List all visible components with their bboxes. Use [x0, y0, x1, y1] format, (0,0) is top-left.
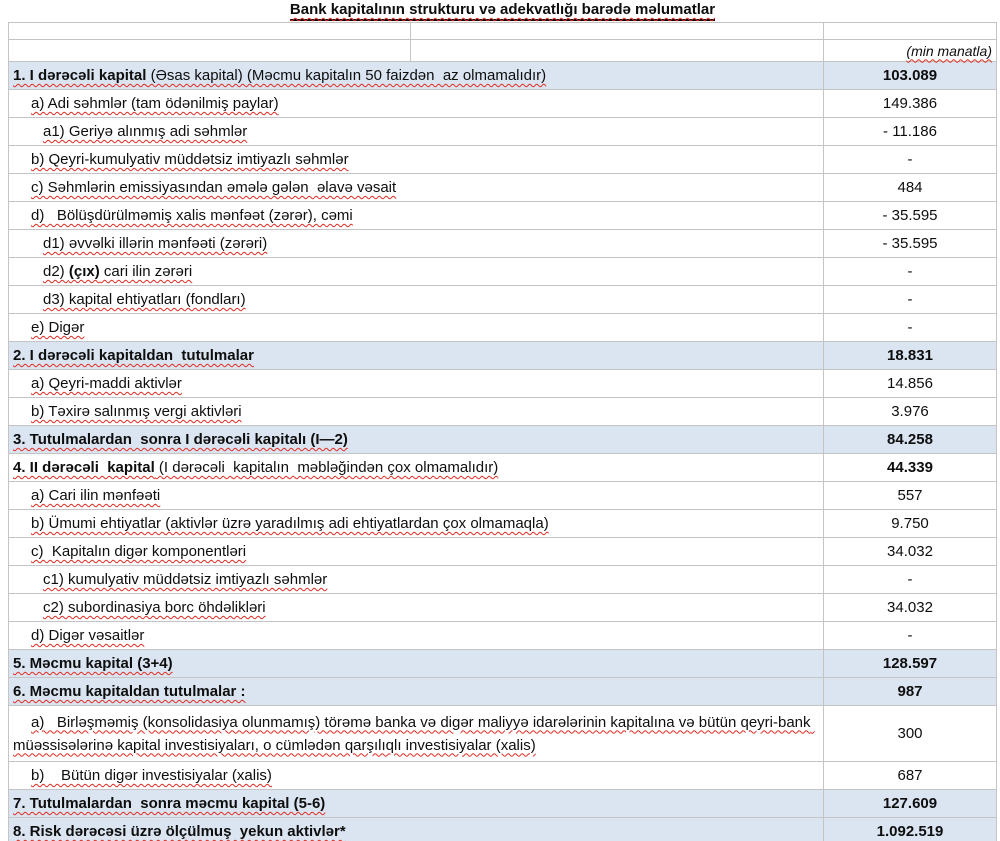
- table-row: [8, 90, 997, 118]
- unit-row-empty-cell-2: [410, 40, 823, 61]
- row-value: 149.386: [823, 90, 997, 117]
- row-label: 5. Məcmu kapital (3+4): [8, 650, 823, 677]
- table-row: [8, 706, 997, 762]
- header-empty-cell-1: [8, 23, 410, 39]
- row-value: 987: [823, 678, 997, 705]
- table-row: [8, 398, 997, 426]
- table-row: [8, 230, 997, 258]
- row-value: 14.856: [823, 370, 997, 397]
- row-value: 34.032: [823, 594, 997, 621]
- row-label: c1) kumulyativ müddətsiz imtiyazlı səhmlər: [8, 566, 823, 593]
- table-row: [8, 566, 997, 594]
- unit-note-cell: [823, 40, 997, 61]
- table-row: [8, 538, 997, 566]
- table-row: [8, 370, 997, 398]
- table-row: [8, 818, 997, 841]
- table-row: [8, 482, 997, 510]
- row-label: d2) (çıx) cari ilin zərəri: [8, 258, 823, 285]
- row-value: 127.609: [823, 790, 997, 817]
- row-value: 128.597: [823, 650, 997, 677]
- row-value: - 35.595: [823, 202, 997, 229]
- table-row: [8, 342, 997, 370]
- row-value: 1.092.519: [823, 818, 997, 841]
- row-label: 2. I dərəcəli kapitaldan tutulmalar: [8, 342, 823, 369]
- row-label: a) Qeyri-maddi aktivlər: [8, 370, 823, 397]
- row-label: 7. Tutulmalardan sonra məcmu kapital (5-6): [8, 790, 823, 817]
- row-label: b) Ümumi ehtiyatlar (aktivlər üzrə yaradılmış adi ehtiyatlardan çox olmamaqla): [8, 510, 823, 537]
- row-value: - 11.186: [823, 118, 997, 145]
- row-value: -: [823, 146, 997, 173]
- row-label: d) Bölüşdürülməmiş xalis mənfəət (zərər), cəmi: [8, 202, 823, 229]
- row-label: c) Kapitalın digər komponentləri: [8, 538, 823, 565]
- capital-structure-table: [8, 0, 997, 841]
- row-label: a) Adi səhmlər (tam ödənilmiş paylar): [8, 90, 823, 117]
- row-label: d3) kapital ehtiyatları (fondları): [8, 286, 823, 313]
- table-row: [8, 314, 997, 342]
- row-value: - 35.595: [823, 230, 997, 257]
- table-row: [8, 146, 997, 174]
- row-value: 103.089: [823, 62, 997, 89]
- table-row: [8, 62, 997, 90]
- row-label: b) Qeyri-kumulyativ müddətsiz imtiyazlı səhmlər: [8, 146, 823, 173]
- row-label: e) Digər: [8, 314, 823, 341]
- table-row: [8, 594, 997, 622]
- row-label: b) Bütün digər investisiyalar (xalis): [8, 762, 823, 789]
- row-value: 34.032: [823, 538, 997, 565]
- unit-row-empty-cell-1: [8, 40, 410, 61]
- table-row: [8, 118, 997, 146]
- unit-row: [8, 40, 997, 62]
- table-row: [8, 202, 997, 230]
- row-label: a) Cari ilin mənfəəti: [8, 482, 823, 509]
- capital-table-body: [8, 62, 997, 841]
- row-value: 300: [823, 706, 997, 761]
- row-label: 4. II dərəcəli kapital (I dərəcəli kapitalın məbləğindən çox olmamalıdır): [8, 454, 823, 481]
- table-row: [8, 622, 997, 650]
- row-label: a) Birləşməmiş (konsolidasiya olunmamış) törəmə banka və digər maliyyə idarələrinin kapitalına və bütün qeyri-bank müəssisələrinə kapital investisiyaları, o cümlədən qarşılıqlı investisiyalar (xalis): [8, 706, 823, 761]
- row-label: a1) Geriyə alınmış adi səhmlər: [8, 118, 823, 145]
- row-label: 6. Məcmu kapitaldan tutulmalar :: [8, 678, 823, 705]
- table-row: [8, 790, 997, 818]
- row-value: -: [823, 286, 997, 313]
- row-value: -: [823, 622, 997, 649]
- row-label: b) Təxirə salınmış vergi aktivləri: [8, 398, 823, 425]
- row-label: c2) subordinasiya borc öhdəlikləri: [8, 594, 823, 621]
- table-row: [8, 286, 997, 314]
- table-row: [8, 510, 997, 538]
- row-label: 3. Tutulmalardan sonra I dərəcəli kapitalı (I—2): [8, 426, 823, 453]
- row-value: 687: [823, 762, 997, 789]
- row-value: -: [823, 258, 997, 285]
- row-value: 9.750: [823, 510, 997, 537]
- row-value: 84.258: [823, 426, 997, 453]
- table-row: [8, 258, 997, 286]
- page-title: Bank kapitalının strukturu və adekvatlığı barədə məlumatlar: [290, 0, 715, 21]
- table-row: [8, 174, 997, 202]
- table-row: [8, 650, 997, 678]
- row-label: d) Digər vəsaitlər: [8, 622, 823, 649]
- row-label: 1. I dərəcəli kapital (Əsas kapital) (Məcmu kapitalın 50 faizdən az olmamalıdır): [8, 62, 823, 89]
- header-empty-cell-2: [410, 23, 823, 39]
- row-label: c) Səhmlərin emissiyasından əmələ gələn əlavə vəsait: [8, 174, 823, 201]
- row-value: 3.976: [823, 398, 997, 425]
- row-label: d1) əvvəlki illərin mənfəəti (zərəri): [8, 230, 823, 257]
- title-row: [8, 0, 997, 22]
- unit-note: (min manatla): [906, 42, 992, 59]
- table-row: [8, 678, 997, 706]
- row-value: -: [823, 314, 997, 341]
- table-row: [8, 426, 997, 454]
- row-value: 44.339: [823, 454, 997, 481]
- table-row: [8, 454, 997, 482]
- row-value: 484: [823, 174, 997, 201]
- row-value: -: [823, 566, 997, 593]
- table-row: [8, 762, 997, 790]
- row-value: 557: [823, 482, 997, 509]
- row-value: 18.831: [823, 342, 997, 369]
- header-empty-row: [8, 22, 997, 40]
- row-label: 8. Risk dərəcəsi üzrə ölçülmuş yekun aktivlər*: [8, 818, 823, 841]
- header-empty-cell-3: [823, 23, 997, 39]
